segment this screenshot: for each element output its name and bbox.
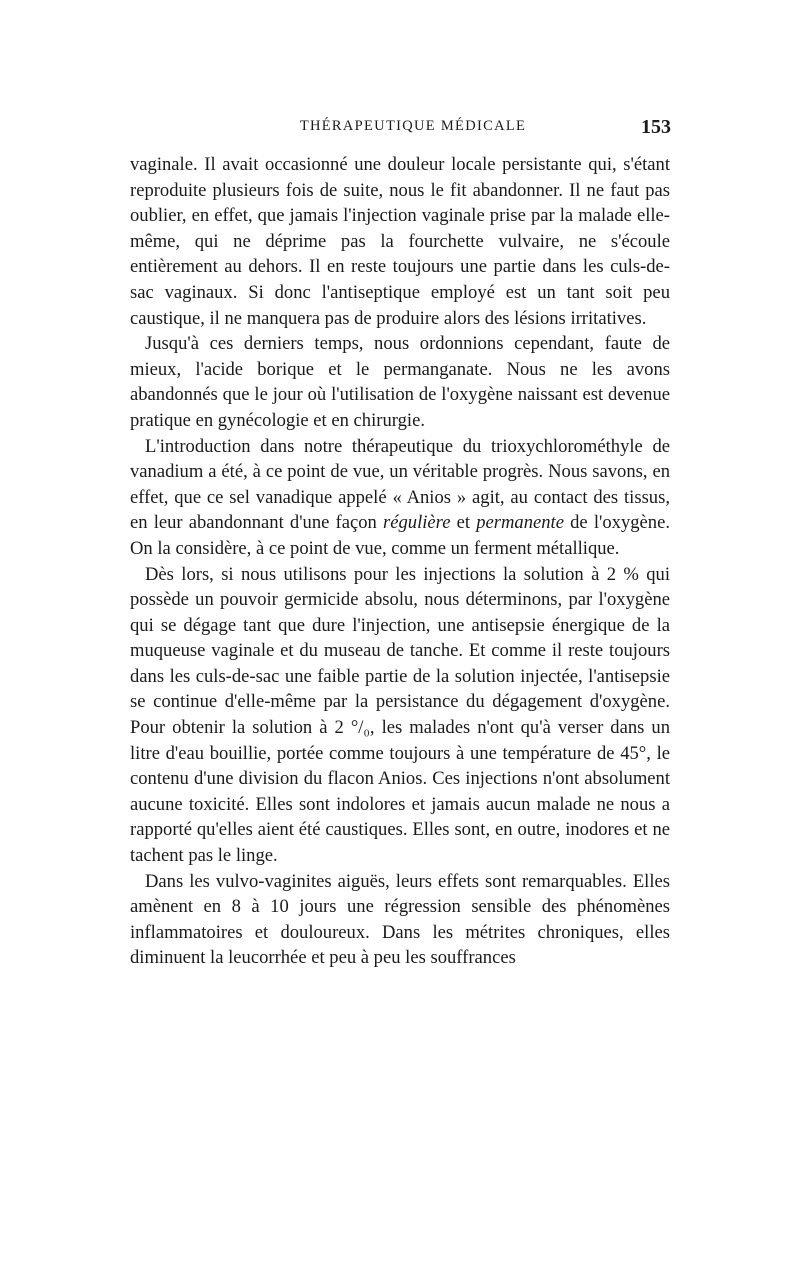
page-number: 153	[641, 116, 671, 138]
paragraph-text-segment: de l'oxygène. On la considère, à ce point de vue, comme un ferment métallique.	[130, 512, 670, 559]
paragraph-vulvo-vaginites: Dans les vulvo-vaginites aiguës, leurs effets sont remarquables. Elles amènent en 8 à 10 jours une régression sensible des phénomènes inflammatoires et douloureux. Dans les métrites chroniques, elles diminuent la leucorrhée et peu à peu les souffrances	[130, 870, 670, 969]
book-page	[130, 116, 670, 971]
paragraph-anios-introduction	[130, 434, 670, 562]
paragraph-boric-acid: Jusqu'à ces derniers temps, nous ordonnions cependant, faute de mieux, l'acide borique et le permanganate. Nous ne les avons abandonnés que le jour où l'utilisation de l'oxygène naissant est devenue pratique en gynécologie et en chirurgie.	[130, 333, 670, 431]
body-text	[130, 152, 670, 971]
paragraph-continuation: vaginale. Il avait occasionné une douleur locale persistante qui, s'étant reproduite plusieurs fois de suite, nous le fit abandonner. Il ne faut pas oublier, en effet, que jamais l'injection vaginale prise par la malade elle-même, qui ne déprime pas la fourchette vulvaire, ne s'écoule entièrement au dehors. Il en reste toujours une partie dans les culs-de-sac vaginaux. Si donc l'antiseptique employé est un tant soit peu caustique, il ne manquera pas de produire alors des lésions irritatives.	[130, 154, 670, 329]
paragraph-injection-solution: Dès lors, si nous utilisons pour les injections la solution à 2 % qui possède un pouvoir germicide absolu, nous déterminons, par l'oxygène qui se dégage tant que dure l'injection, une antisepsie énergique de la muqueuse vaginale et du museau de tanche. Et comme il reste toujours dans les culs-de-sac une faible partie de la solution injectée, l'antisepsie se continue d'elle-même par la persistance du dégagement d'oxygène. Pour obtenir la solution à 2 °/₀, les malades n'ont qu'à verser dans un litre d'eau bouillie, portée comme toujours à une température de 45°, le contenu d'une division du flacon Anios. Ces injections n'ont absolument aucune toxicité. Elles sont indolores et jamais aucun malade ne nous a rapporté qu'elles aient été caustiques. Elles sont, en outre, inodores et ne tachent pas le linge.	[130, 563, 670, 867]
paragraph-text-segment: L'introduction dans notre thérapeutique du trioxychlorométhyle de vanadium a été, à ce point de vue, un véritable progrès. Nous savons, en effet, que ce sel vanadique appelé « Anios » agit, au contact des tissus, en leur abandonnant d'une façon	[130, 435, 670, 534]
emphasis-reguliere: régulière	[383, 512, 451, 534]
running-title: THÉRAPEUTIQUE MÉDICALE	[299, 118, 527, 134]
paragraph-text-segment: et	[450, 512, 477, 534]
emphasis-permanente: permanente	[476, 512, 564, 534]
running-header	[130, 116, 670, 138]
